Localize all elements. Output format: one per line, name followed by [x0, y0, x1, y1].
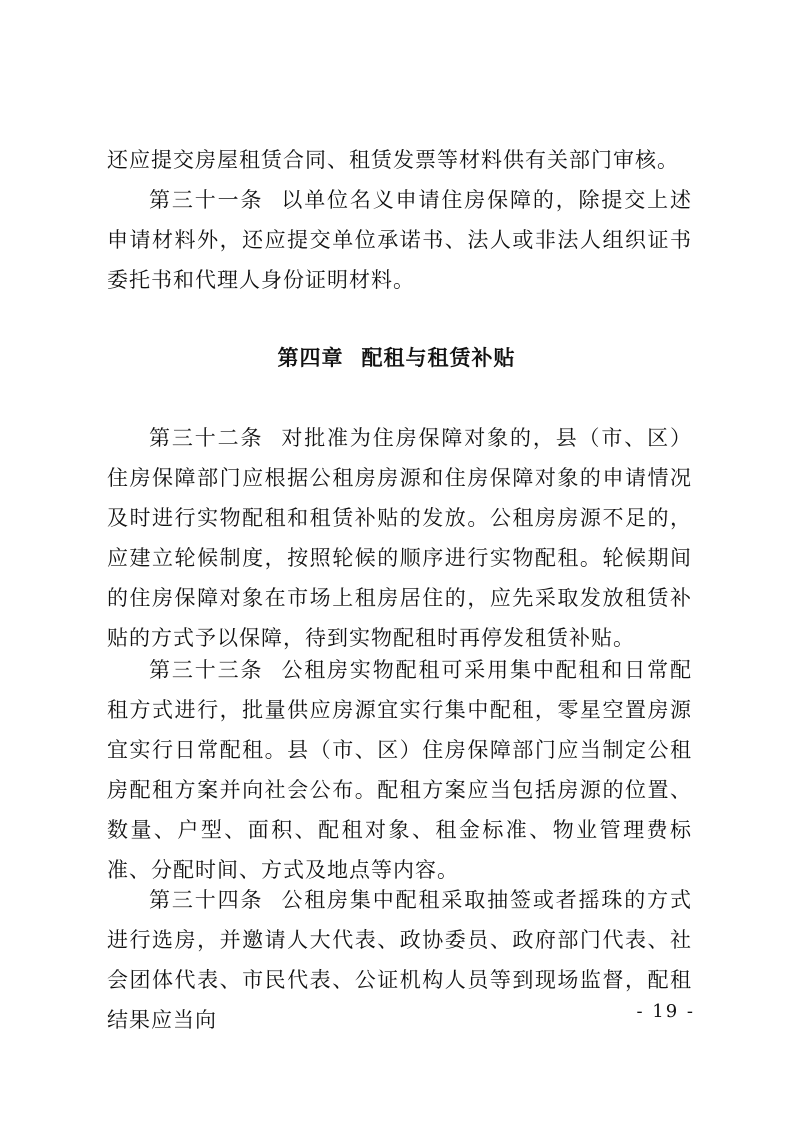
- article-34-number: 第三十四条: [149, 888, 264, 912]
- continuation-text: 还应提交房屋租赁合同、租赁发票等材料供有关部门审核。: [107, 148, 679, 172]
- article-32-paragraph: [107, 418, 692, 658]
- article-32-number: 第三十二条: [149, 426, 264, 450]
- article-34-paragraph: [107, 880, 692, 1040]
- page-number: - 19 -: [636, 1001, 695, 1022]
- chapter-heading: [0, 343, 793, 373]
- article-34-text: 公租房集中配租采取抽签或者摇珠的方式进行选房，并邀请人大代表、政协委员、政府部门代表、社会团体代表、市民代表、公证机构人员等到现场监督，配租结果应当向: [107, 888, 693, 1032]
- article-33-paragraph: [107, 650, 692, 890]
- article-33-text: 公租房实物配租可采用集中配租和日常配租方式进行，批量供应房源宜实行集中配租，零星空置房源宜实行日常配租。县（市、区）住房保障部门应当制定公租房配租方案并向社会公布。配租方案应当包括房源的位置、数量、户型、面积、配租对象、租金标准、物业管理费标准、分配时间、方式及地点等内容。: [107, 658, 693, 882]
- article-31-paragraph: [107, 180, 692, 300]
- article-32-text: 对批准为住房保障对象的，县（市、区）住房保障部门应根据公租房房源和住房保障对象的申请情况及时进行实物配租和租赁补贴的发放。公租房房源不足的，应建立轮候制度，按照轮候的顺序进行实物配租。轮候期间的住房保障对象在市场上租房居住的，应先采取发放租赁补贴的方式予以保障，待到实物配租时再停发租赁补贴。: [107, 426, 693, 650]
- article-31-number: 第三十一条: [149, 188, 264, 212]
- chapter-number: 第四章: [277, 346, 344, 370]
- article-31-text: 以单位名义申请住房保障的，除提交上述申请材料外，还应提交单位承诺书、法人或非法人组织证书委托书和代理人身份证明材料。: [107, 188, 693, 292]
- article-33-number: 第三十三条: [149, 658, 264, 682]
- chapter-title: 配租与租赁补贴: [361, 346, 516, 370]
- continuation-paragraph: [107, 140, 692, 180]
